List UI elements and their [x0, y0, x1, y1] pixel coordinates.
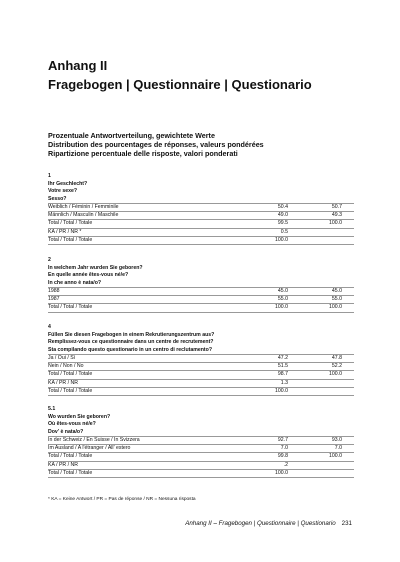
question-text: Dov' è nata/o? — [48, 428, 84, 435]
table-row — [48, 295, 354, 303]
row-label: KA / PR / NR * — [48, 228, 82, 235]
row-label: In der Schweiz / En Suisse / In Svizzera — [48, 437, 140, 443]
table-row — [48, 211, 354, 219]
row-label: 1987 — [48, 296, 60, 303]
row-value-percent: 100.0 — [275, 304, 288, 311]
row-label: Total / Total / Totale — [48, 220, 93, 227]
row-value-percent: 7.0 — [280, 445, 288, 452]
row-label: Ja / Oui / Sì — [48, 355, 76, 361]
question-text: Remplissez-vous ce questionnaire dans un centre de recrutement? — [48, 339, 214, 345]
question-block — [48, 173, 354, 245]
table-row — [48, 287, 354, 295]
table-row — [48, 370, 354, 378]
row-value-valid-percent: 55.0 — [331, 296, 342, 303]
table-row — [48, 362, 354, 370]
question-number: 1 — [48, 173, 51, 179]
table-row — [48, 379, 354, 387]
row-value-percent: 49.0 — [277, 212, 288, 219]
chapter-title: Anhang II — [48, 58, 108, 73]
row-label: KA / PR / NR — [48, 461, 78, 468]
table-row — [48, 228, 354, 236]
row-value-percent: 92.7 — [277, 437, 288, 443]
question-text: Sta compilando questo questionario in un centro di reclutamento? — [48, 346, 212, 353]
question-number: 2 — [48, 257, 51, 263]
row-label: Männlich / Masculin / Maschile — [48, 212, 119, 219]
table-row — [48, 436, 354, 444]
question-text: Wo wurden Sie geboren? — [48, 413, 111, 420]
table-row — [48, 354, 354, 362]
question-number: 4 — [48, 324, 51, 330]
table-row — [48, 452, 354, 460]
row-value-percent: 99.8 — [277, 453, 288, 460]
question-text: In che anno è nata/o? — [48, 279, 102, 286]
row-value-valid-percent: 100.0 — [329, 220, 342, 227]
row-label: Total / Total / Totale — [48, 371, 93, 378]
row-value-valid-percent: 47.8 — [331, 355, 342, 361]
question-text: Sesso? — [48, 195, 67, 202]
row-label: 1988 — [48, 288, 60, 294]
section-heading-de: Prozentuale Antwortverteilung, gewichtete Werte — [48, 131, 215, 140]
row-label: Total / Total / Totale — [48, 304, 93, 311]
table-row — [48, 203, 354, 211]
row-value-percent: 47.2 — [277, 355, 288, 361]
question-block — [48, 257, 354, 313]
row-value-percent: 1.3 — [280, 379, 288, 386]
row-value-valid-percent: 49.3 — [331, 212, 342, 219]
running-title: Anhang II – Fragebogen | Questionnaire | Questionario — [185, 520, 336, 527]
chapter-subtitle: Fragebogen | Questionnaire | Questionario — [48, 77, 312, 92]
row-value-percent: 51.5 — [277, 363, 288, 370]
row-label: Im Ausland / A l'étranger / All' estero — [48, 445, 131, 452]
table-row — [48, 387, 354, 396]
question-text: En quelle année êtes-vous né/e? — [48, 272, 129, 278]
row-value-valid-percent: 45.0 — [331, 288, 342, 294]
question-block — [48, 324, 354, 396]
page-number: 231 — [341, 520, 352, 527]
row-label: KA / PR / NR — [48, 379, 78, 386]
row-label: Total / Total / Totale — [48, 236, 93, 243]
section-heading-it: Ripartizione percentuale delle risposte, valori ponderati — [48, 149, 238, 158]
row-value-valid-percent: 50.7 — [331, 204, 342, 210]
row-value-percent: 45.0 — [277, 288, 288, 294]
row-value-valid-percent: 100.0 — [329, 304, 342, 311]
row-value-percent: 100.0 — [275, 236, 288, 243]
question-text: Ihr Geschlecht? — [48, 180, 88, 187]
row-label: Total / Total / Totale — [48, 387, 93, 394]
row-value-percent: 50.4 — [277, 204, 288, 210]
row-value-valid-percent: 7.0 — [334, 445, 342, 452]
row-label: Total / Total / Totale — [48, 469, 93, 476]
question-text: Füllen Sie diesen Fragebogen in einem Rekrutierungszentrum aus? — [48, 331, 215, 338]
section-heading-fr: Distribution des pourcentages de réponses, valeurs pondérées — [48, 140, 264, 149]
section-heading — [48, 131, 264, 158]
question-number: 5.1 — [48, 406, 56, 412]
row-value-valid-percent: 100.0 — [329, 453, 342, 460]
row-value-valid-percent: 52.2 — [331, 363, 342, 370]
table-row — [48, 461, 354, 469]
row-value-percent: 55.0 — [277, 296, 288, 303]
row-label: Nein / Non / No — [48, 363, 84, 370]
row-value-percent: 100.0 — [275, 469, 288, 476]
row-value-percent: 98.7 — [277, 371, 288, 378]
footnote: * KA = Keine Antwort / PR = Pas de réponse / NR = Nessuna risposta — [48, 497, 196, 502]
question-text: Votre sexe? — [48, 188, 78, 194]
row-value-percent: 100.0 — [275, 387, 288, 394]
row-value-valid-percent: 100.0 — [329, 371, 342, 378]
table-row — [48, 469, 354, 478]
table-row — [48, 236, 354, 245]
row-value-percent: 0.5 — [280, 228, 288, 235]
question-text: Où êtes-vous né/e? — [48, 421, 96, 427]
table-row — [48, 219, 354, 227]
page-footer — [185, 520, 352, 527]
row-label: Weiblich / Féminin / Femminile — [48, 204, 119, 210]
row-value-percent: .2 — [283, 461, 288, 468]
question-text: In welchem Jahr wurden Sie geboren? — [48, 264, 143, 271]
table-row — [48, 444, 354, 452]
row-value-valid-percent: 93.0 — [331, 437, 342, 443]
row-label: Total / Total / Totale — [48, 453, 93, 460]
question-block — [48, 406, 354, 478]
table-row — [48, 303, 354, 312]
row-value-percent: 99.5 — [277, 220, 288, 227]
